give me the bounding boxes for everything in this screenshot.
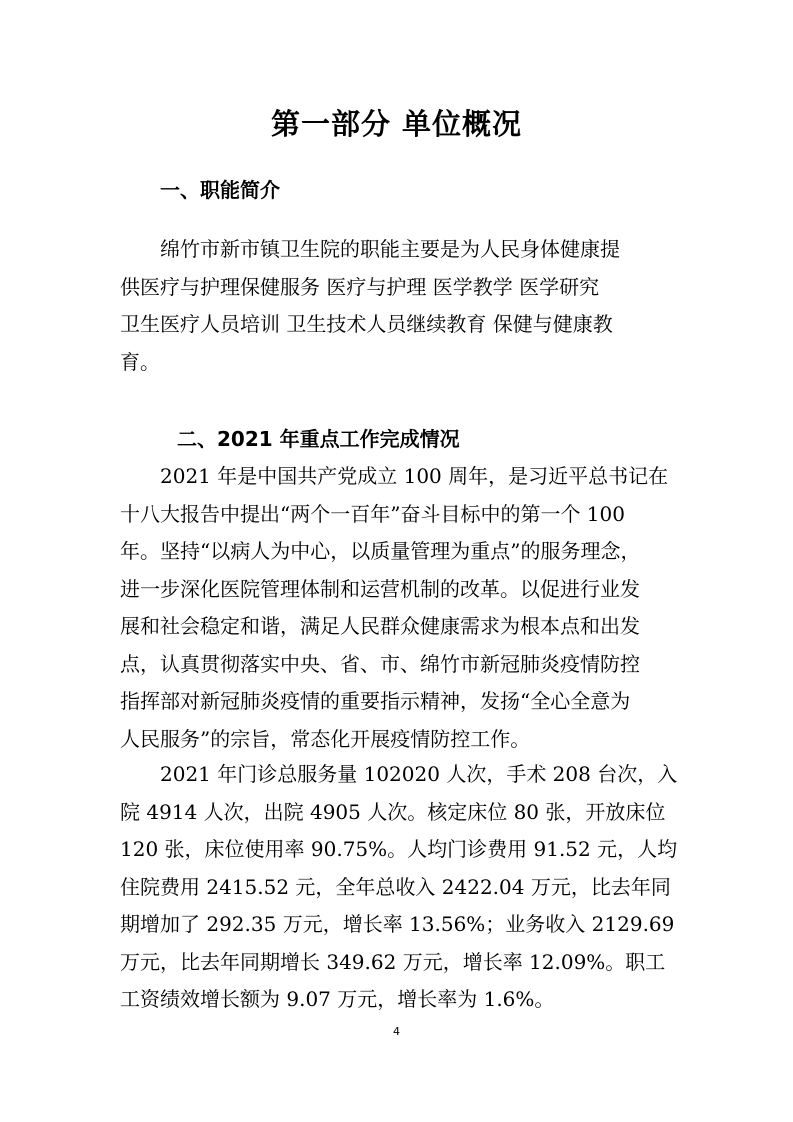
paragraph-line: 住院费用 2415.52 元，全年总收入 2422.04 万元，比去年同	[120, 874, 671, 899]
section-heading-functions: 一、职能简介	[160, 178, 280, 202]
paragraph-line: 2021 年门诊总服务量 102020 人次，手术 208 台次，入	[160, 762, 678, 786]
paragraph-line: 年。坚持“以病人为中心，以质量管理为重点”的服务理念，	[120, 539, 641, 563]
paragraph-line: 万元，比去年同期增长 349.62 万元，增长率 12.09%。职工	[120, 949, 666, 974]
paragraph-line: 期增加了 292.35 万元，增长率 13.56%；业务收入 2129.69	[120, 912, 675, 936]
paragraph-line: 人民服务”的宗旨，常态化开展疫情防控工作。	[120, 726, 531, 751]
page-number: 4	[393, 1025, 400, 1038]
paragraph-line: 指挥部对新冠肺炎疫情的重要指示精神，发扬“全心全意为	[120, 689, 631, 713]
paragraph-line: 点，认真贯彻落实中央、省、市、绵竹市新冠肺炎疫情防控	[120, 651, 640, 676]
paragraph-line: 育。	[120, 349, 160, 374]
paragraph-line: 十八大报告中提出“两个一百年”奋斗目标中的第一个 100	[120, 501, 625, 526]
paragraph-line: 展和社会稳定和谐，满足人民群众健康需求为根本点和出发	[120, 614, 640, 638]
paragraph-line: 供医疗与护理保健服务 医疗与护理 医学教学 医学研究	[120, 274, 600, 299]
paragraph-line: 绵竹市新市镇卫生院的职能主要是为人民身体健康提	[160, 237, 620, 261]
key-work-paragraph-2	[120, 756, 680, 1019]
paragraph-line: 进一步深化医院管理体制和运营机制的改革。以促进行业发	[120, 576, 640, 601]
functions-paragraph	[120, 231, 680, 381]
key-work-paragraph-1	[120, 458, 680, 758]
paragraph-line: 工资绩效增长额为 9.07 万元，增长率为 1.6%。	[120, 987, 555, 1011]
section-heading-key-work: 二、2021 年重点工作完成情况	[177, 427, 460, 451]
paragraph-line: 2021 年是中国共产党成立 100 周年，是习近平总书记在	[160, 464, 669, 488]
paragraph-line: 120 张，床位使用率 90.75%。人均门诊费用 91.52 元，人均	[120, 837, 678, 861]
paragraph-line: 院 4914 人次，出院 4905 人次。核定床位 80 张，开放床位	[120, 799, 666, 824]
paragraph-line: 卫生医疗人员培训 卫生技术人员继续教育 保健与健康教	[120, 312, 613, 336]
page-title: 第一部分 单位概况	[270, 107, 523, 141]
